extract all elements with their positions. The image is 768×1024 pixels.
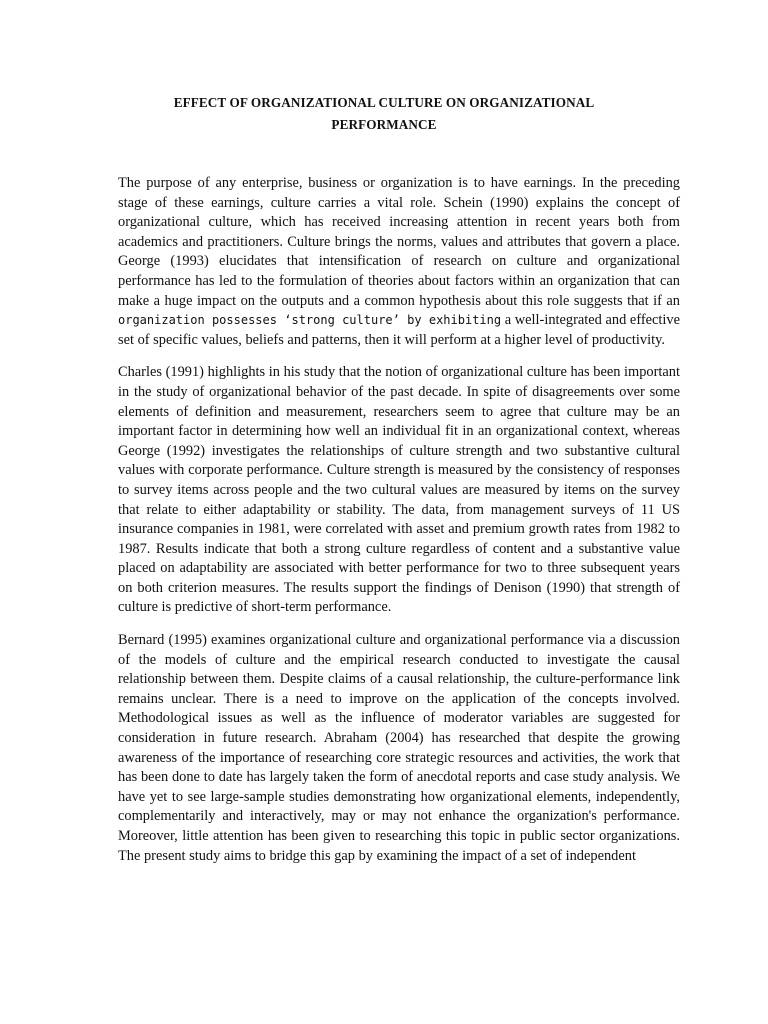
paragraph-1-part-2: a well-integrated and effective set of specific values, beliefs and patterns, then it will perform at a higher level of productivity. — [118, 312, 680, 348]
document-body — [118, 174, 680, 879]
paragraph-1 — [118, 174, 680, 350]
title-line-1: EFFECT OF ORGANIZATIONAL CULTURE ON ORGANIZATIONAL — [173, 95, 595, 110]
document-title — [118, 92, 650, 136]
paragraph-3: Bernard (1995) examines organizational culture and organizational performance via a discussion of the models of culture and the empirical research conducted to investigate the causal relationship between them. Despite claims of a causal relationship, the culture-performance link remains unclear. There is a need to improve on the application of the concepts involved. Methodological issues as well as the influence of moderator variables are suggested for consideration in future research. Abraham (2004) has researched that despite the growing awareness of the importance of researching core strategic resources and activities, the work that has been done to date has largely taken the form of anecdotal reports and case study analysis. We have yet to see large-sample studies demonstrating how organizational elements, independently, complementarily and interactively, may or may not enhance the organization's performance. Moreover, little attention has been given to researching this topic in public sector organizations. The present study aims to bridge this gap by examining the impact of a set of independent — [118, 632, 680, 864]
paragraph-1-monospace-run: organization possesses ‘strong culture’ by exhibiting — [118, 313, 502, 328]
paragraph-2: Charles (1991) highlights in his study that the notion of organizational culture has been important in the study of organizational behavior of the past decade. In spite of disagreements over some elements of definition and measurement, researchers seem to agree that culture may be an important factor in determining how well an individual fit in an organizational context, whereas George (1992) investigates the relationships of culture strength and two substantive cultural values with corporate performance. Culture strength is measured by the consistency of responses to survey items across people and the two cultural values are measured by items on the survey that relate to either adaptability or stability. The data, from management surveys of 11 US insurance companies in 1981, were correlated with asset and premium growth rates from 1982 to 1987. Results indicate that both a strong culture regardless of content and a substantive value placed on adaptability are associated with better performance for two to three subsequent years on both criterion measures. The results support the findings of Denison (1990) that strength of culture is predictive of short-term performance. — [118, 364, 680, 616]
paragraph-1-part-1: The purpose of any enterprise, business or organization is to have earnings. In the preceding stage of these earnings, culture carries a vital role. Schein (1990) explains the concept of organizational culture, which has received increasing attention in recent years both from academics and practitioners. Culture brings the norms, values and attributes that govern a place. George (1993) elucidates that intensification of research on culture and organizational performance has led to the formulation of theories about factors within an organization that can make a huge impact on the outputs and a common hypothesis about this role suggests that if an — [118, 175, 680, 309]
title-line-2: PERFORMANCE — [331, 117, 437, 132]
